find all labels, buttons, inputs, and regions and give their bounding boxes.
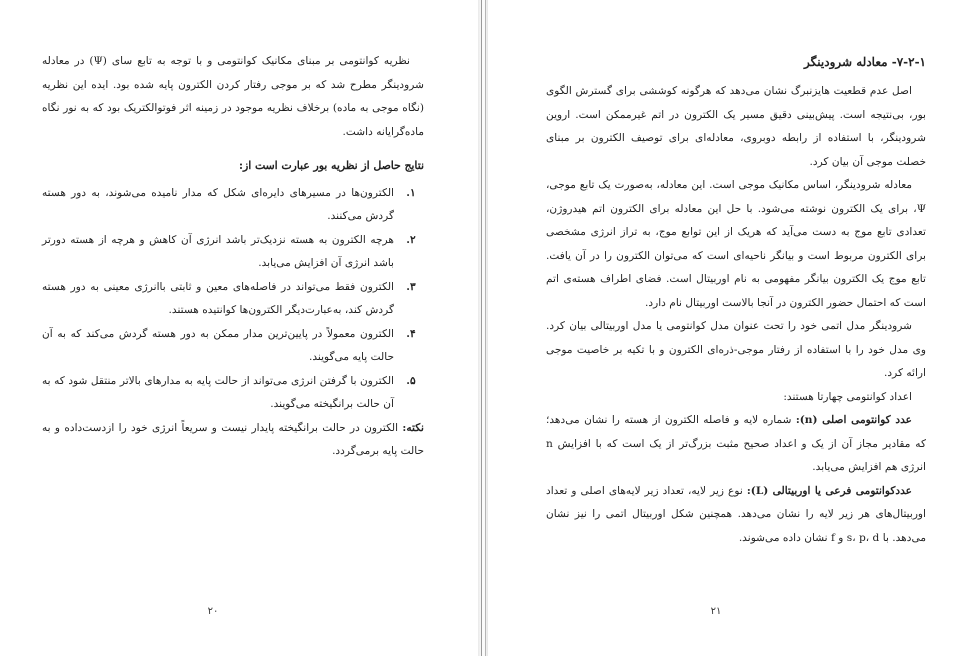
list-number: ۳. [406,280,416,293]
list-item [42,323,424,370]
azimuthal-quantum-number-paragraph [546,480,926,551]
right-page [488,0,965,656]
list-text: الکترون معمولاً در پایین‌ترین مدار ممکن به دور هسته گردش می‌کند که به آن حالت پایه می‌گویند. [42,327,394,363]
list-number: ۱. [406,186,416,199]
list-text: الکترون فقط می‌تواند در فاصله‌های معین و ثابتی باانرژی معینی به دور هسته گردش کند، به‌عبارت‌دیگر الکترون‌ها کوانتیده هستند. [42,280,394,316]
list-text: الکترون با گرفتن انرژی می‌تواند از حالت پایه به مدارهای بالاتر منتقل شود که به آن حالت برانگیخته می‌گویند. [42,374,394,410]
paragraph-2: معادله شرودینگر، اساس مکانیک موجی است. این معادله، به‌صورت یک تابع موجی، Ψ، برای یک الکترون نوشته می‌شود. با حل این معادله برای الکترون اتم هیدروژن، تعدادی تابع موج به دست می‌آید که هریک از این توابع موج، به تراز انرژی مشخصی برای الکترون مربوط است و بیانگر ناحیه‌ای است که می‌توان الکترون را در آن یافت. تابع موج یک الکترون بیانگر مفهومی به نام اوربیتال است. فضای اطراف هسته‌ی اتم است که احتمال حضور الکترون در آنجا بالاست اوربیتال نام دارد. [546,179,926,309]
list-number: ۴. [406,327,416,340]
page-number-right: ۲۱ [710,606,722,617]
list-item [42,276,424,323]
section-heading: ۷-۲-۱- معادله شرودینگر [804,55,926,69]
list-number: ۲. [406,233,416,246]
page-number-left: ۲۰ [207,606,219,617]
note-text: الکترون در حالت برانگیخته پایدار نیست و سریعاً انرژی خود را ازدست‌داده و به حالت پایه برمی‌گردد. [42,421,424,457]
left-page-body [42,50,424,464]
principal-quantum-number-paragraph [546,409,926,480]
paragraph-1: اصل عدم قطعیت هایزنبرگ نشان می‌دهد که هرگونه کوششی برای گسترش الگوی بور، بی‌نتیجه است. پیش‌بینی دقیق مسیر یک الکترون در اتم غیرممکن است. اروین شرودینگر، با استفاده از رابطه دوبروی، معادله‌ای برای توصیف الکترون بر مبنای خصلت موجی آن بیان کرد. [546,85,926,168]
list-item [42,182,424,229]
left-page [0,0,478,656]
book-gutter [478,0,488,656]
gutter-line [481,0,482,656]
gutter-line [485,0,486,656]
paragraph-4: اعداد کوانتومی چهارتا هستند: [783,390,912,403]
list-item [42,370,424,417]
intro-paragraph: نظریه کوانتومی بر مبنای مکانیک کوانتومی و با توجه به تابع سای (Ψ) در معادله شرودینگر مطرح شد که بر موجی رفتار کردن الکترون پایه شده بود. ایده این نظریه (نگاه موجی به ماده) برخلاف نظریه موجود در زمینه اثر فوتوالکتریک بود که به نور نگاه ماده‌گرایانه داشت. [42,55,424,138]
right-page-body [546,50,926,550]
list-item [42,229,424,276]
term-principal: عدد کوانتومی اصلی (n): [795,414,912,426]
note-label: نکته: [402,421,424,434]
results-heading: نتایج حاصل از نظریه بور عبارت است از: [239,159,424,172]
list-text: هرچه الکترون به هسته نزدیک‌تر باشد انرژی آن کاهش و هرچه از هسته دورتر باشد انرژی آن افزایش می‌یابد. [42,233,394,269]
list-text: الکترون‌ها در مسیرهای دایره‌ای شکل که مدار نامیده می‌شوند، به دور هسته گردش می‌کنند. [42,186,394,222]
term-principal-text: شماره لایه و فاصله الکترون از هسته را نشان می‌دهد؛ که مقادیر مجاز آن از یک و اعداد صحیح مثبت بزرگ‌تر از یک است که با افزایش n انرژی هم افزایش می‌یابد. [546,414,926,473]
results-list [42,182,424,417]
paragraph-3: شرودینگر مدل اتمی خود را تحت عنوان مدل کوانتومی یا مدل اوربیتالی بیان کرد. وی مدل خود را با استفاده از رفتار موجی-ذره‌ای الکترون و با تکیه بر خاصیت موجی ارائه کرد. [546,320,926,379]
note-paragraph [42,417,424,464]
term-azimuthal-text: نوع زیر لایه، تعداد زیر لایه‌های اصلی و تعداد اوربیتال‌های هر زیر لایه را نشان می‌دهد. همچنین شکل اوربیتال اتمی را نیز نشان می‌دهد. با s، p، d و f نشان داده می‌شوند. [546,484,926,544]
list-number: ۵. [406,374,416,387]
term-azimuthal: عددکوانتومی فرعی یا اوربیتالی (L): [746,484,912,497]
